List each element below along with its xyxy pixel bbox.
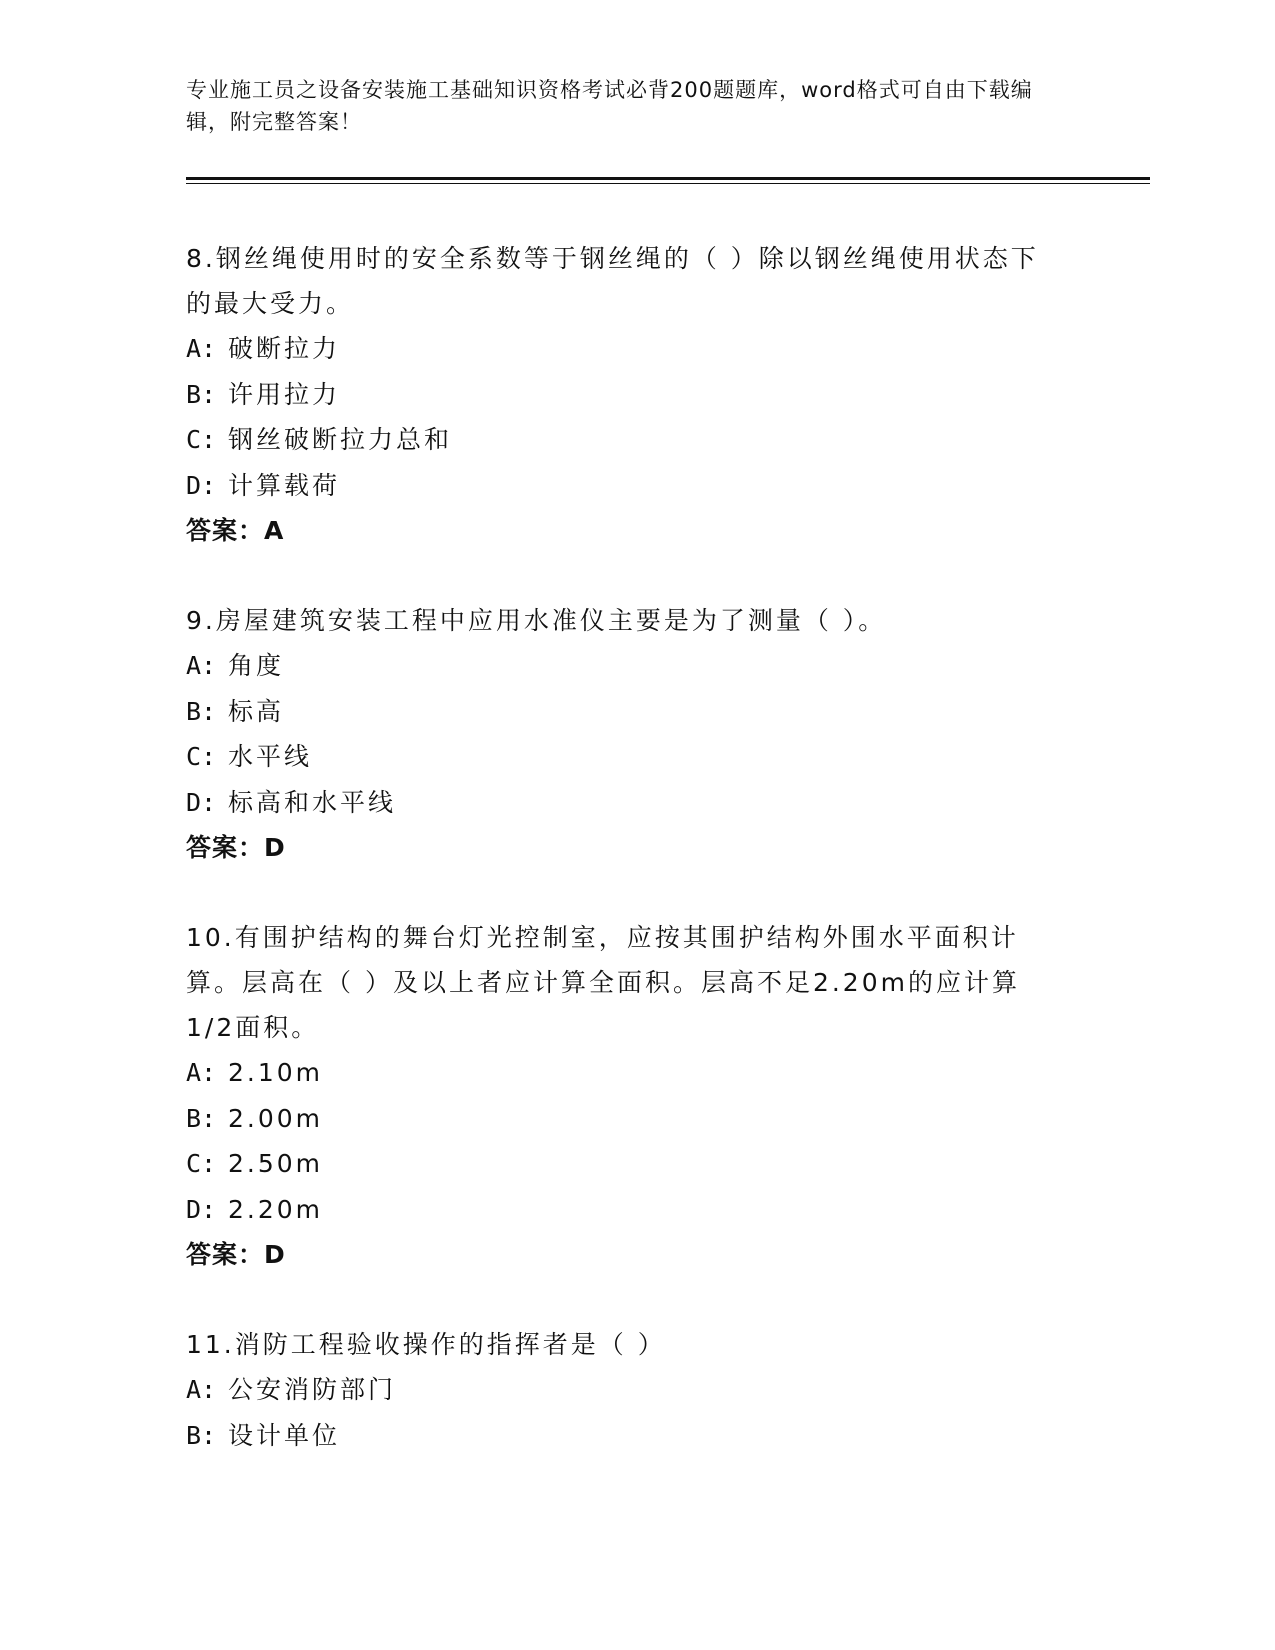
- option-text: 公安消防部门: [228, 1375, 397, 1404]
- option-text: 水平线: [228, 742, 313, 771]
- option-b: [186, 372, 1066, 418]
- question-9: [186, 598, 1066, 871]
- question-8: [186, 236, 1066, 554]
- option-text: 2.20m: [228, 1194, 324, 1224]
- option-c: [186, 417, 1066, 463]
- question-list: [186, 236, 1066, 1502]
- answer-line: 答案：A: [186, 516, 285, 545]
- option-text: 2.50m: [228, 1149, 324, 1178]
- question-11: [186, 1322, 1066, 1458]
- option-letter: D:: [186, 1194, 217, 1224]
- question-stem: 8.钢丝绳使用时的安全系数等于钢丝绳的（ ）除以钢丝绳使用状态下的最大受力。: [186, 244, 1039, 318]
- question-10: [186, 915, 1066, 1278]
- answer-line: 答案：D: [186, 833, 286, 862]
- option-c: [186, 734, 1066, 780]
- document-page: [186, 0, 1146, 1650]
- option-letter: B:: [186, 1420, 217, 1450]
- option-text: 标高: [228, 696, 285, 726]
- header-rule-thick: [186, 177, 1150, 180]
- question-stem: 10.有围护结构的舞台灯光控制室，应按其围护结构外围水平面积计算。层高在（ ）及以上者应计算全面积。层高不足2.20m的应计算1/2面积。: [186, 923, 1020, 1042]
- document-header: 专业施工员之设备安装施工基础知识资格考试必背200题题库，word格式可自由下载编辑，附完整答案！: [186, 78, 1033, 134]
- header-rule-thin: [186, 183, 1150, 184]
- option-d: [186, 463, 1066, 509]
- option-text: 破断拉力: [228, 334, 341, 363]
- option-a: [186, 1367, 1066, 1413]
- option-text: 标高和水平线: [228, 787, 397, 817]
- option-a: [186, 326, 1066, 372]
- option-letter: B:: [186, 1103, 217, 1133]
- option-text: 计算载荷: [228, 470, 341, 500]
- option-letter: B:: [186, 696, 217, 726]
- option-letter: B:: [186, 379, 217, 409]
- question-stem: 11.消防工程验收操作的指挥者是（ ）: [186, 1330, 666, 1359]
- option-a: [186, 643, 1066, 689]
- option-b: [186, 1413, 1066, 1459]
- option-text: 钢丝破断拉力总和: [228, 425, 453, 454]
- option-text: 许用拉力: [228, 379, 341, 409]
- option-letter: C:: [186, 742, 217, 771]
- option-c: [186, 1141, 1066, 1187]
- option-letter: D:: [186, 470, 217, 500]
- option-letter: A:: [186, 334, 217, 363]
- option-text: 2.10m: [228, 1058, 324, 1087]
- option-letter: A:: [186, 1058, 217, 1087]
- option-d: [186, 1187, 1066, 1233]
- question-stem: 9.房屋建筑安装工程中应用水准仪主要是为了测量（ ）。: [186, 606, 887, 635]
- option-text: 角度: [228, 651, 285, 680]
- option-b: [186, 1096, 1066, 1142]
- option-a: [186, 1050, 1066, 1096]
- option-text: 设计单位: [228, 1420, 341, 1450]
- option-d: [186, 780, 1066, 826]
- option-text: 2.00m: [228, 1103, 324, 1133]
- option-b: [186, 689, 1066, 735]
- answer-line: 答案：D: [186, 1240, 286, 1269]
- option-letter: D:: [186, 787, 217, 817]
- option-letter: C:: [186, 1149, 217, 1178]
- option-letter: A:: [186, 1375, 217, 1404]
- option-letter: A:: [186, 651, 217, 680]
- option-letter: C:: [186, 425, 217, 454]
